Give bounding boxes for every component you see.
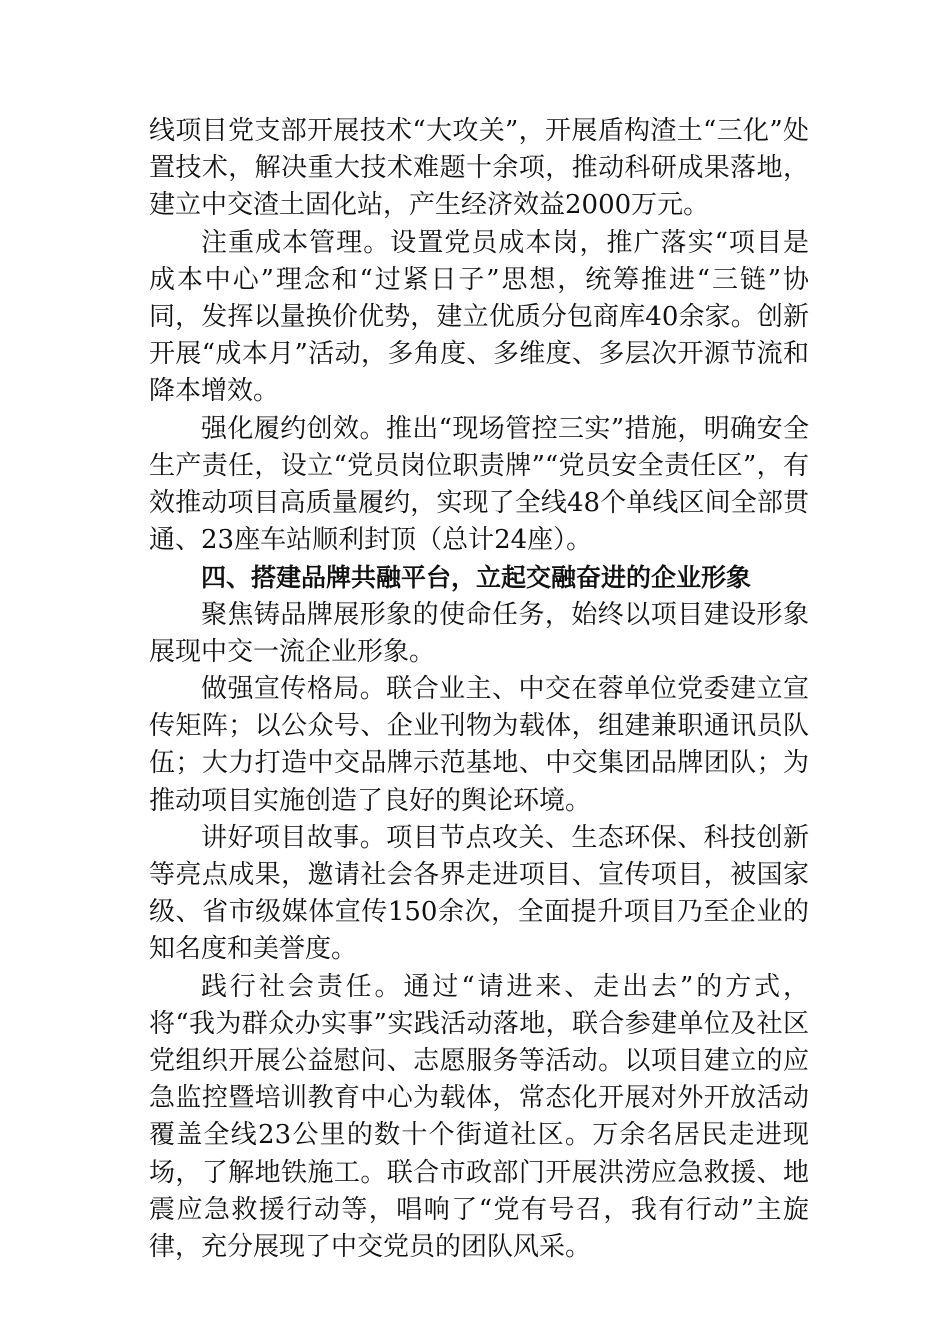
paragraph-social-responsibility: 践行社会责任。通过“请进来、走出去”的方式，将“我为群众办实事”实践活动落地，联合参建单位及社区党组织开展公益慰问、志愿服务等活动。以项目建立的应急监控暨培训教育中心为载体，常态化开展对外开放活动覆盖全线23公里的数十个街道社区。万余名居民走进现场，了解地铁施工。联合市政部门开展洪涝应急救援、地震应急救援行动等，唱响了“党有号召，我有行动”主旋律，充分展现了中交党员的团队风采。 xyxy=(149,971,809,1263)
section-heading-four: 四、搭建品牌共融平台，立起交融奋进的企业形象 xyxy=(201,563,752,593)
paragraph-publicity: 做强宣传格局。联合业主、中交在蓉单位党委建立宣传矩阵；以公众号、企业刊物为载体，组建兼职通讯员队伍；大力打造中交品牌示范基地、中交集团品牌团队；为推动项目实施创造了良好的舆论环境。 xyxy=(149,674,809,816)
paragraph-continuation: 线项目党支部开展技术“大攻关”，开展盾构渣土“三化”处置技术，解决重大技术难题十余项，推动科研成果落地，建立中交渣土固化站，产生经济效益2000万元。 xyxy=(149,116,809,221)
paragraph-brand-intro: 聚焦铸品牌展形象的使命任务，始终以项目建设形象展现中交一流企业形象。 xyxy=(149,599,809,667)
paragraph-cost-management: 注重成本管理。设置党员成本岗，推广落实“项目是成本中心”理念和“过紧日子”思想，统筹推进“三链”协同，发挥以量换价优势，建立优质分包商库40余家。创新开展“成本月”活动，多角度、多维度、多层次开源节流和降本增效。 xyxy=(149,227,809,407)
document-body xyxy=(149,113,809,1266)
paragraph-project-stories: 讲好项目故事。项目节点攻关、生态环保、科技创新等亮点成果，邀请社会各界走进项目、宣传项目，被国家级、省市级媒体宣传150余次，全面提升项目乃至企业的知名度和美誉度。 xyxy=(149,822,809,965)
paragraph-performance: 强化履约创效。推出“现场管控三实”措施，明确安全生产责任，设立“党员岗位职责牌”“党员安全责任区”，有效推动项目高质量履约，实现了全线48个单线区间全部贯通、23座车站顺利封顶（总计24座）。 xyxy=(149,413,809,556)
